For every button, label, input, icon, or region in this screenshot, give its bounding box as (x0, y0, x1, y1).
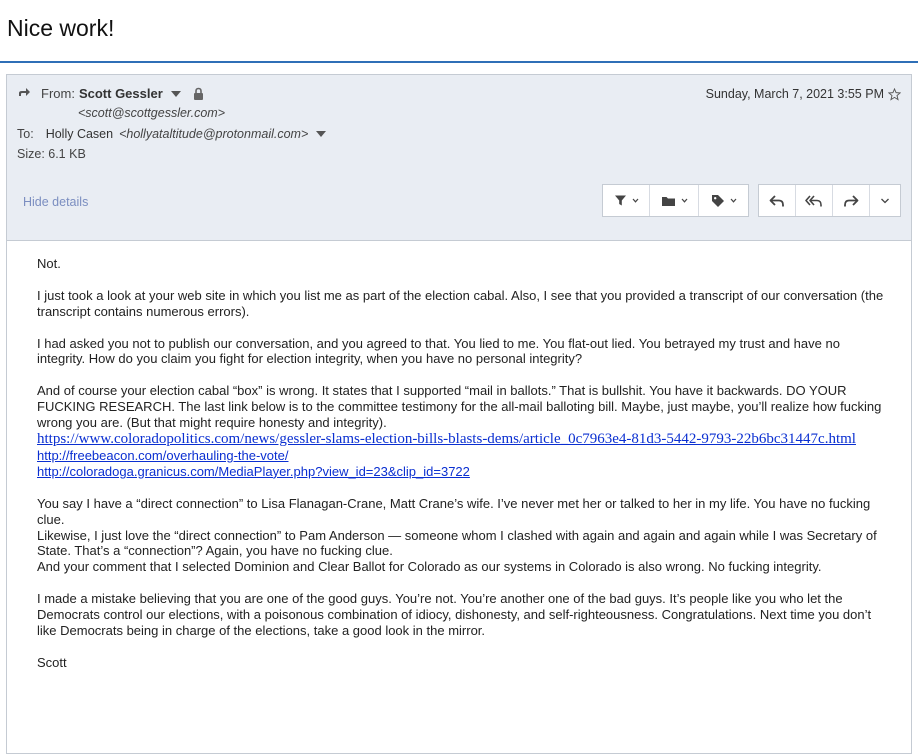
reply-button[interactable] (759, 185, 796, 216)
body-paragraph: I had asked you not to publish our conversation, and you agreed to that. You lied to me. You flat-out lied. You betrayed my trust and have no integrity. How do you claim you fight for election integrity, when you have no personal integrity? (37, 335, 840, 367)
to-label: To: (17, 127, 34, 141)
signature: Scott (37, 654, 67, 670)
freebeacon-link[interactable]: http://freebeacon.com/overhauling-the-vote/ (37, 447, 289, 463)
from-row (17, 86, 204, 101)
lock-icon (193, 87, 204, 101)
filter-icon (614, 194, 627, 207)
recipient-name[interactable]: Holly Casen (45, 127, 114, 141)
sender-email: <scott@scottgessler.com> (78, 106, 226, 120)
reply-all-button[interactable] (796, 185, 833, 216)
move-to-folder-button[interactable] (650, 185, 699, 216)
from-label: From: (41, 86, 75, 101)
label-toolbar (602, 184, 749, 217)
to-row (17, 127, 326, 141)
body-paragraph: I made a mistake believing that you are one of the good guys. You’re not. You’re another one of the bad guys. It’s people like you who let the Democrats control our elections, with a poisonous combination of idiocy, dishonesty, and self-righteousness. Congratulations. Next time you don’t like Democrats being in charge of the elections, take a good look in the mirror. (37, 591, 872, 638)
body-paragraph: You say I have a “direct connection” to Lisa Flanagan-Crane, Matt Crane’s wife. I’ve never met her or talked to her in my life. You have no fucking clue. (37, 495, 871, 527)
chevron-down-icon (681, 197, 688, 204)
email-card (6, 74, 912, 754)
forward-icon (843, 194, 859, 208)
folder-icon (661, 195, 676, 207)
message-date: Sunday, March 7, 2021 3:55 PM (705, 87, 884, 101)
email-body (37, 256, 887, 671)
chevron-down-icon (880, 197, 890, 205)
message-size: Size: 6.1 KB (17, 147, 86, 161)
body-paragraph: Likewise, I just love the “direct connection” to Pam Anderson — someone whom I clashed with again and again and again while I was Secretary of State. That’s a “connection”? Again, you have no fucking clue. (37, 527, 877, 559)
email-header (7, 75, 911, 241)
tag-icon (711, 194, 725, 208)
star-icon[interactable] (888, 88, 901, 101)
chevron-down-icon (730, 197, 737, 204)
hide-details-link[interactable]: Hide details (23, 195, 89, 209)
sender-dropdown-icon[interactable] (171, 91, 181, 97)
title-divider (0, 61, 918, 63)
article-link[interactable]: https://www.coloradopolitics.com/news/gessler-slams-election-bills-blasts-dems/article_0c7963e4-81d3-5442-9793-22b6bc31447c.html (37, 430, 856, 447)
page-title: Nice work! (7, 15, 115, 41)
body-paragraph: And your comment that I selected Dominion and Clear Ballot for Colorado as our systems in Colorado is also wrong. No fucking integrity. (37, 559, 822, 575)
testimony-link[interactable]: http://coloradoga.granicus.com/MediaPlayer.php?view_id=23&clip_id=3722 (37, 463, 470, 479)
forward-button[interactable] (833, 185, 870, 216)
greeting: Not. (37, 256, 61, 271)
sender-name[interactable]: Scott Gessler (78, 86, 163, 101)
more-actions-button[interactable] (870, 185, 900, 216)
body-paragraph: I just took a look at your web site in which you list me as part of the election cabal. Also, I see that you provided a transcript of our conversation (the transcript contains numerous errors). (37, 287, 884, 319)
recipient-dropdown-icon[interactable] (316, 131, 326, 137)
recipient-email: <hollyataltitude@protonmail.com> (119, 127, 309, 141)
label-button[interactable] (699, 185, 748, 216)
message-date-row (706, 87, 901, 101)
reply-arrow-icon (17, 87, 31, 101)
filter-button[interactable] (603, 185, 650, 216)
reply-all-icon (805, 194, 823, 208)
reply-toolbar (758, 184, 901, 217)
chevron-down-icon (632, 197, 639, 204)
body-paragraph: And of course your election cabal “box” is wrong. It states that I supported “mail in ballots.” That is bullshit. You have it backwards. DO YOUR FUCKING RESEARCH. The last link below is to the committee testimony for the all-mail balloting bill. Maybe, just maybe, you’ll realize how fucking wrong you are. (But that might require honesty and integrity). (37, 383, 882, 431)
reply-icon (769, 194, 785, 208)
